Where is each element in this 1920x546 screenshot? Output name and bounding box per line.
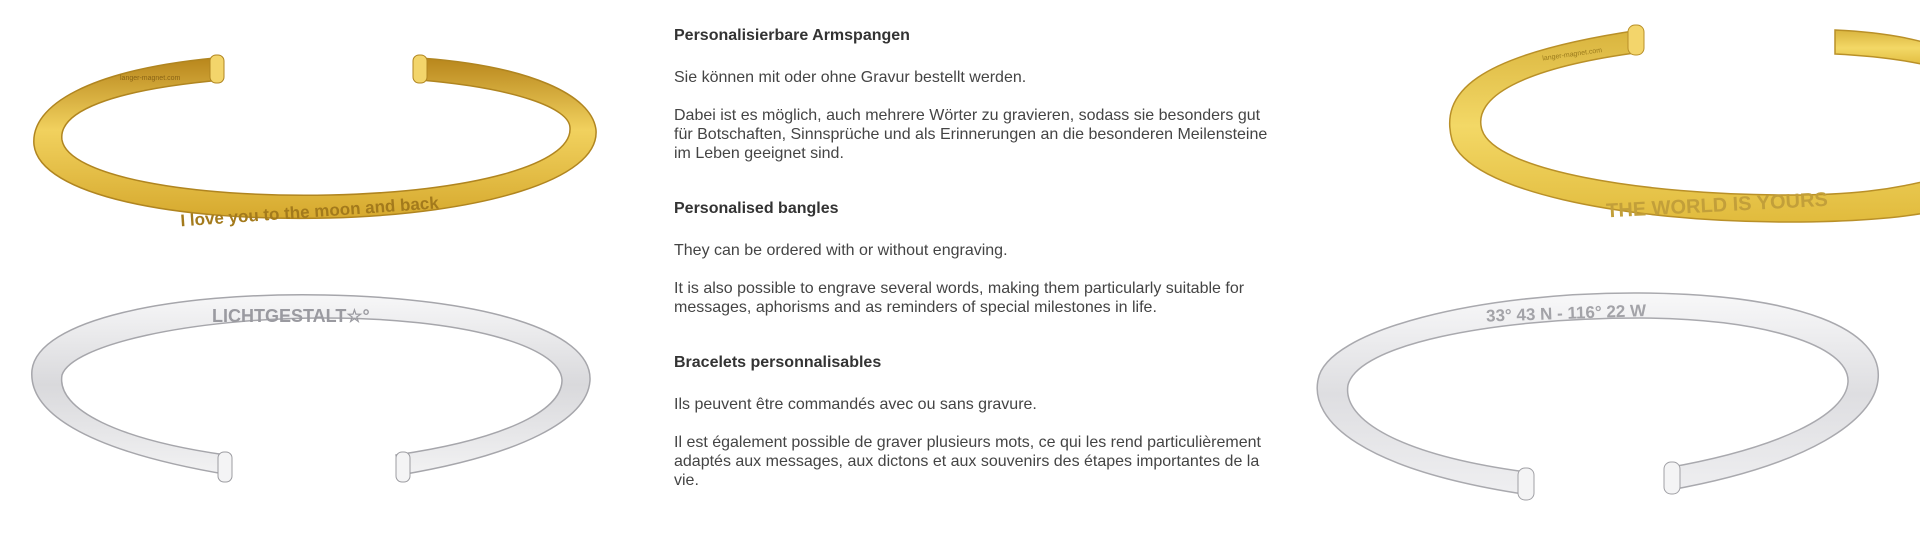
gold-bangle-right (1450, 25, 1920, 222)
silver-right-engraving: 33° 43 N - 116° 22 W (1485, 301, 1647, 326)
section-p1-fr: Ils peuvent être commandés avec ou sans gravure. (674, 396, 1037, 413)
section-heading-en: Personalised bangles (674, 200, 839, 217)
product-description (674, 26, 1274, 526)
gold-bangle-left (34, 55, 596, 230)
section-heading-fr: Bracelets personnalisables (674, 354, 882, 371)
section-heading-de: Personalisierbare Armspangen (674, 27, 910, 44)
section-french (674, 353, 1274, 490)
section-german (674, 26, 1274, 163)
section-p2-de: Dabei ist es möglich, auch mehrere Wörter zu gravieren, sodass sie besonders gut für Botschaften, Sinnsprüche und als Erinnerungen an die besonderen Meilensteine im Leben geeignet sind. (674, 107, 1268, 162)
section-p2-fr: Il est également possible de graver plusieurs mots, ce qui les rend particulièrement adaptés aux messages, aux dictons et aux souvenirs des étapes importantes de la vie. (674, 434, 1261, 489)
section-p1-en: They can be ordered with or without engraving. (674, 242, 1008, 259)
gold-left-engraving: I love you to the moon and back (179, 193, 440, 231)
silver-bangle-right (1317, 293, 1878, 500)
section-p2-en: It is also possible to engrave several words, making them particularly suitable for messages, aphorisms and as reminders of special milestones in life. (674, 280, 1245, 316)
silver-left-engraving: LICHTGESTALT☆° (212, 306, 370, 326)
gold-left-inner-mark: langer-magnet.com (120, 75, 181, 82)
section-p1-de: Sie können mit oder ohne Gravur bestellt werden. (674, 69, 1027, 86)
section-english (674, 199, 1274, 317)
gold-right-inner-mark: langer-magnet.com (1541, 47, 1603, 63)
bangles-left-image (0, 0, 650, 546)
gold-right-engraving: THE WORLD IS YOURS (1605, 188, 1829, 223)
bangles-right-image (1290, 0, 1920, 546)
silver-bangle-left (32, 295, 590, 482)
